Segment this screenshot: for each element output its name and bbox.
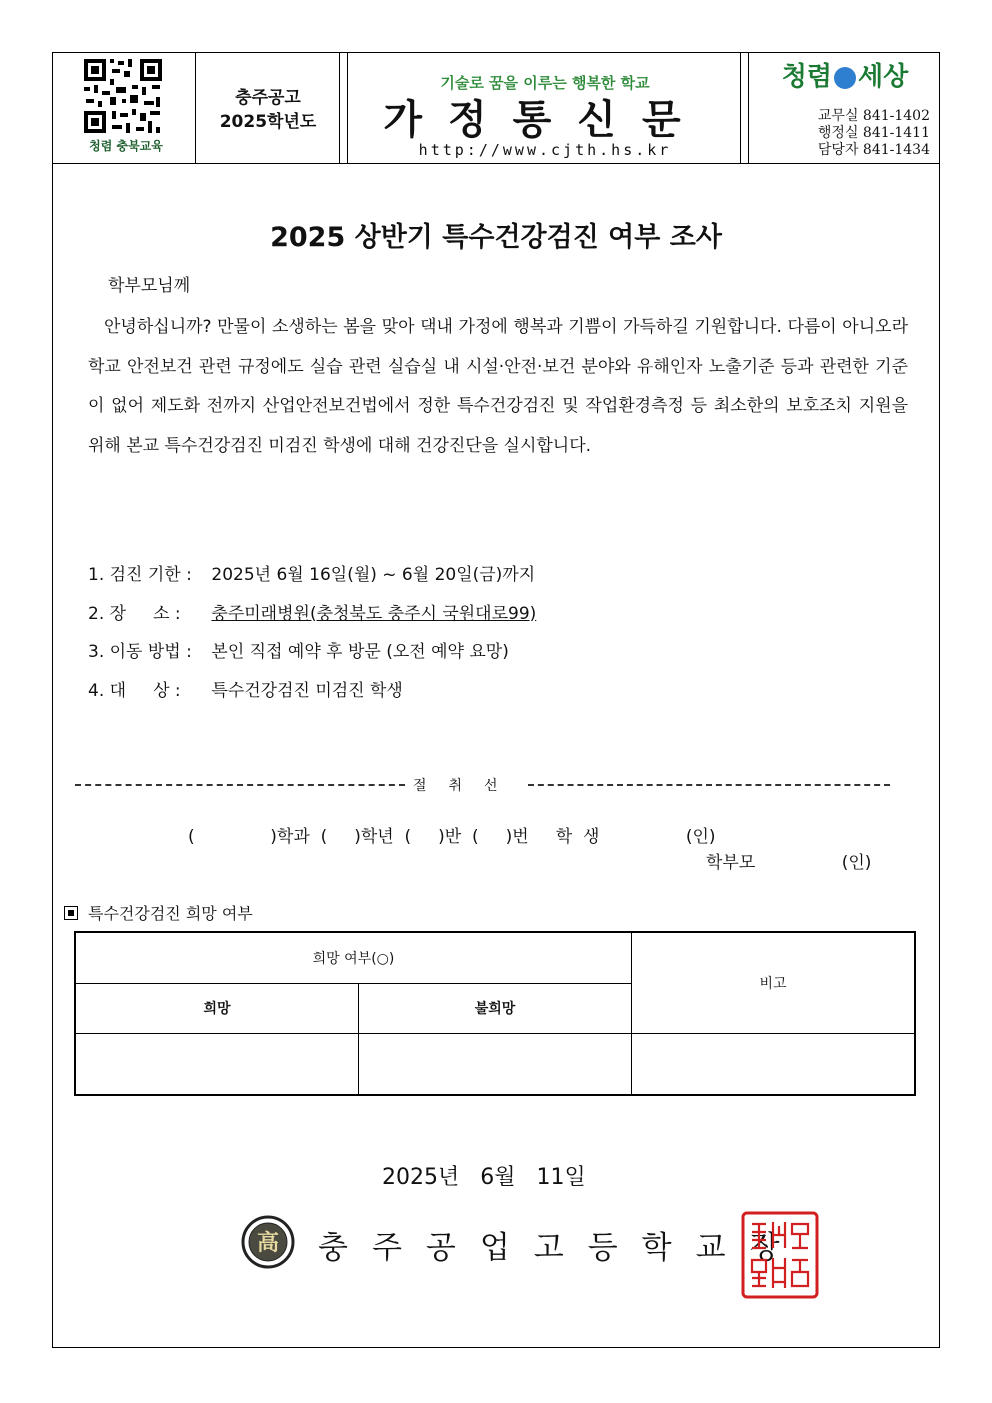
- small-logo-text: 청렴 충북교육: [89, 139, 163, 153]
- slogan: 기술로 꿈을 이루는 행복한 학교: [440, 74, 650, 92]
- cell-no-input[interactable]: [359, 1033, 632, 1095]
- cut-line-dash-right: [528, 784, 890, 786]
- school-year: 2025학년도: [219, 112, 317, 132]
- cell-note-input[interactable]: [632, 1033, 916, 1095]
- paper-title: 가정통신문: [383, 97, 707, 143]
- principal-name: 충주공업고등학교장: [318, 1230, 804, 1266]
- brand-left-text: 청렴: [781, 62, 832, 92]
- body-text: 안녕하십니까? 만물이 소생하는 봄을 맞아 댁내 가정에 행복과 기쁨이 가득하길 기원합니다. 다름이 아니오라 학교 안전보건 관련 규정에도 실습 관련 실습실 내 시설·안전·보건 분야와 유해인자 노출기준 등과 관련한 기준이 없어 제도화 전까지 산업안전보건법에서 정한 특수건강검진 및 작업환경측정 등 최소한의 보호조치 지원을 위해 본교 특수건강검진 미검진 학생에 대해 건강진단을 실시합니다.: [88, 317, 908, 456]
- item-value-target: 특수건강검진 미검진 학생: [211, 680, 403, 701]
- qr-code-icon[interactable]: [82, 57, 164, 135]
- contact-admin: 행정실 841-1411: [817, 125, 930, 141]
- list-item: [88, 556, 536, 595]
- info-list: [88, 556, 536, 710]
- list-item: [88, 595, 536, 634]
- header-note: 비고: [632, 932, 916, 1033]
- list-item: [88, 672, 536, 711]
- globe-icon: [834, 67, 856, 89]
- body-paragraph: [88, 308, 908, 466]
- greeting: 학부모님께: [108, 276, 191, 296]
- school-url-link[interactable]: http://www.cjth.hs.kr: [418, 141, 672, 159]
- brand-right-text: 세상: [858, 62, 909, 92]
- school-info: [200, 86, 336, 134]
- issue-date: 2025년 6월 11일: [382, 1165, 586, 1190]
- item-value-period: 2025년 6월 16일(월) ~ 6월 20일(금)까지: [211, 565, 536, 585]
- school-name: 충주공고: [235, 88, 301, 108]
- header-hope: 희망 여부(○): [75, 932, 632, 983]
- school-emblem-icon: [241, 1215, 295, 1269]
- contact-office: 교무실 841-1402: [817, 108, 930, 124]
- square-bullet-icon: [64, 906, 78, 920]
- survey-table: [74, 931, 916, 1096]
- header-yes: 희망: [75, 983, 359, 1033]
- item-label: 1. 검진 기한 :: [88, 565, 192, 585]
- item-value-method: 본인 직접 예약 후 방문 (오전 예약 요망): [211, 642, 509, 662]
- item-value-place: 충주미래병원(충청북도 충주시 국원대로99): [211, 603, 537, 624]
- header-no: 불희망: [359, 983, 632, 1033]
- cut-line: [75, 775, 917, 795]
- document-title: 2025 상반기 특수건강검진 여부 조사: [270, 222, 722, 253]
- item-label: 2. 장 소 :: [88, 603, 181, 624]
- contact-manager: 담당자 841-1434: [817, 142, 930, 158]
- emblem-char: 高: [256, 1230, 280, 1256]
- brand-logo: [760, 56, 930, 93]
- official-seal-icon: [740, 1210, 820, 1300]
- parent-signature-line[interactable]: 학부모 (인): [706, 853, 872, 873]
- cut-line-label: 절취선: [413, 778, 520, 794]
- survey-caption-text: 특수건강검진 희망 여부: [88, 904, 253, 923]
- student-signature-line[interactable]: ( )학과 ( )학년 ( )반 ( )번 학 생 (인): [188, 827, 716, 847]
- item-label: 3. 이동 방법 :: [88, 642, 192, 662]
- header-divider: [52, 163, 940, 164]
- cell-yes-input[interactable]: [75, 1033, 359, 1095]
- item-label: 4. 대 상 :: [88, 680, 181, 701]
- cut-line-dash-left: [75, 784, 405, 786]
- list-item: [88, 633, 536, 672]
- survey-caption: [64, 901, 253, 924]
- contact-list: [770, 108, 930, 159]
